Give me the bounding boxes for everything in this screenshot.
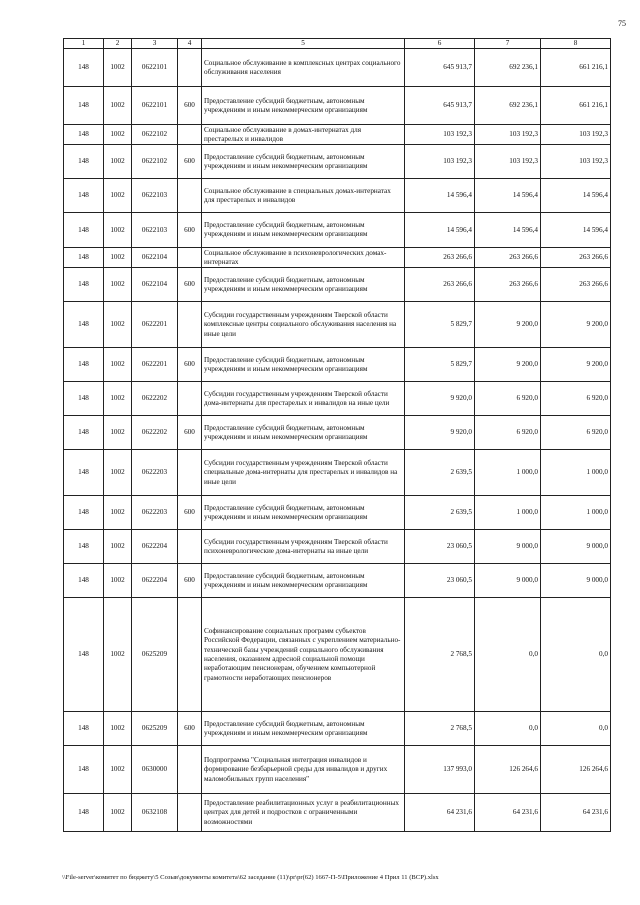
- table-row: [64, 416, 611, 450]
- column-header: 2: [104, 39, 132, 49]
- cell-amount-col7: 9 000,0: [475, 564, 541, 598]
- cell-department: 148: [64, 496, 104, 530]
- table-row: [64, 268, 611, 302]
- cell-amount-col7: 14 596,4: [475, 179, 541, 213]
- cell-description: Предоставление субсидий бюджетным, автономным учреждениям и иным некоммерческим организациям: [202, 87, 405, 125]
- cell-amount-col8: 661 216,1: [541, 87, 611, 125]
- cell-target-article: 0622204: [132, 530, 178, 564]
- cell-target-article: 0622201: [132, 302, 178, 348]
- cell-amount-col6: 263 266,6: [405, 248, 475, 268]
- cell-amount-col8: 0,0: [541, 712, 611, 746]
- cell-section: 1002: [104, 530, 132, 564]
- table-row: [64, 564, 611, 598]
- cell-expense-type: 600: [178, 348, 202, 382]
- cell-target-article: 0622101: [132, 49, 178, 87]
- cell-section: 1002: [104, 794, 132, 832]
- cell-description: Социальное обслуживание в психоневрологических домах-интернатах: [202, 248, 405, 268]
- cell-amount-col7: 263 266,6: [475, 248, 541, 268]
- cell-expense-type: [178, 794, 202, 832]
- cell-amount-col7: 0,0: [475, 598, 541, 712]
- cell-expense-type: 600: [178, 496, 202, 530]
- cell-amount-col7: 1 000,0: [475, 496, 541, 530]
- cell-amount-col7: 103 192,3: [475, 125, 541, 145]
- cell-description: Предоставление субсидий бюджетным, автономным учреждениям и иным некоммерческим организациям: [202, 712, 405, 746]
- table-row: [64, 302, 611, 348]
- cell-description: Социальное обслуживание в комплексных центрах социального обслуживания населения: [202, 49, 405, 87]
- cell-amount-col6: 103 192,3: [405, 125, 475, 145]
- cell-amount-col7: 103 192,3: [475, 145, 541, 179]
- cell-expense-type: 600: [178, 87, 202, 125]
- cell-description: Субсидии государственным учреждениям Тверской области дома-интернаты для престарелых и инвалидов на иные цели: [202, 382, 405, 416]
- cell-section: 1002: [104, 564, 132, 598]
- cell-description: Субсидии государственным учреждениям Тверской области специальные дома-интернаты для престарелых и инвалидов на иные цели: [202, 450, 405, 496]
- cell-amount-col7: 6 920,0: [475, 416, 541, 450]
- cell-target-article: 0622203: [132, 450, 178, 496]
- cell-description: Предоставление субсидий бюджетным, автономным учреждениям и иным некоммерческим организациям: [202, 564, 405, 598]
- column-header: 7: [475, 39, 541, 49]
- cell-expense-type: 600: [178, 213, 202, 248]
- column-header: 5: [202, 39, 405, 49]
- cell-section: 1002: [104, 382, 132, 416]
- cell-description: Предоставление реабилитационных услуг в реабилитационных центрах для детей и подростков с ограниченными возможностями: [202, 794, 405, 832]
- cell-amount-col6: 9 920,0: [405, 382, 475, 416]
- cell-department: 148: [64, 530, 104, 564]
- cell-amount-col6: 9 920,0: [405, 416, 475, 450]
- cell-section: 1002: [104, 746, 132, 794]
- cell-amount-col6: 2 768,5: [405, 598, 475, 712]
- cell-section: 1002: [104, 416, 132, 450]
- cell-section: 1002: [104, 496, 132, 530]
- table-row: [64, 87, 611, 125]
- cell-department: 148: [64, 416, 104, 450]
- cell-description: Предоставление субсидий бюджетным, автономным учреждениям и иным некоммерческим организациям: [202, 416, 405, 450]
- cell-description: Предоставление субсидий бюджетным, автономным учреждениям и иным некоммерческим организациям: [202, 145, 405, 179]
- cell-amount-col8: 263 266,6: [541, 268, 611, 302]
- table-row: [64, 145, 611, 179]
- cell-description: Социальное обслуживание в домах-интернатах для престарелых и инвалидов: [202, 125, 405, 145]
- cell-amount-col8: 0,0: [541, 598, 611, 712]
- cell-department: 148: [64, 125, 104, 145]
- cell-amount-col6: 103 192,3: [405, 145, 475, 179]
- cell-section: 1002: [104, 125, 132, 145]
- table-row: [64, 49, 611, 87]
- cell-target-article: 0630000: [132, 746, 178, 794]
- cell-section: 1002: [104, 712, 132, 746]
- cell-amount-col8: 6 920,0: [541, 416, 611, 450]
- cell-amount-col6: 64 231,6: [405, 794, 475, 832]
- cell-section: 1002: [104, 302, 132, 348]
- cell-amount-col8: 9 000,0: [541, 530, 611, 564]
- cell-amount-col6: 263 266,6: [405, 268, 475, 302]
- cell-department: 148: [64, 268, 104, 302]
- table-row: [64, 125, 611, 145]
- cell-department: 148: [64, 348, 104, 382]
- cell-department: 148: [64, 794, 104, 832]
- cell-amount-col8: 1 000,0: [541, 496, 611, 530]
- cell-target-article: 0622101: [132, 87, 178, 125]
- cell-amount-col6: 5 829,7: [405, 348, 475, 382]
- table-row: [64, 248, 611, 268]
- table-row: [64, 382, 611, 416]
- cell-description: Предоставление субсидий бюджетным, автономным учреждениям и иным некоммерческим организациям: [202, 348, 405, 382]
- cell-expense-type: [178, 598, 202, 712]
- cell-amount-col8: 64 231,6: [541, 794, 611, 832]
- cell-section: 1002: [104, 268, 132, 302]
- cell-expense-type: [178, 382, 202, 416]
- cell-amount-col6: 5 829,7: [405, 302, 475, 348]
- cell-target-article: 0622203: [132, 496, 178, 530]
- cell-department: 148: [64, 746, 104, 794]
- cell-department: 148: [64, 179, 104, 213]
- cell-target-article: 0625209: [132, 598, 178, 712]
- cell-amount-col6: 2 639,5: [405, 496, 475, 530]
- cell-description: Субсидии государственным учреждениям Тверской области комплексные центры социального обслуживания населения на иные цели: [202, 302, 405, 348]
- cell-amount-col6: 645 913,7: [405, 49, 475, 87]
- cell-description: Субсидии государственным учреждениям Тверской области психоневрологические дома-интернаты на иные цели: [202, 530, 405, 564]
- cell-amount-col6: 2 768,5: [405, 712, 475, 746]
- cell-target-article: 0622103: [132, 179, 178, 213]
- cell-target-article: 0622202: [132, 416, 178, 450]
- cell-target-article: 0622102: [132, 145, 178, 179]
- cell-amount-col8: 661 216,1: [541, 49, 611, 87]
- cell-amount-col7: 64 231,6: [475, 794, 541, 832]
- cell-description: Социальное обслуживание в специальных домах-интернатах для престарелых и инвалидов: [202, 179, 405, 213]
- cell-amount-col8: 126 264,6: [541, 746, 611, 794]
- cell-description: Подпрограмма "Социальная интеграция инвалидов и формирование безбарьерной среды для инвалидов и других маломобильных групп населения": [202, 746, 405, 794]
- cell-expense-type: [178, 179, 202, 213]
- cell-amount-col7: 14 596,4: [475, 213, 541, 248]
- cell-description: Софинансирование социальных программ субъектов Российской Федерации, связанных с укреплением материально-технической базы учреждений социального обслуживания населения, оказанием адресной социальной помощи неработающим пенсионерам, обучением компьютерной грамотности неработающих пенсионеров: [202, 598, 405, 712]
- cell-amount-col8: 9 000,0: [541, 564, 611, 598]
- table-row: [64, 179, 611, 213]
- cell-amount-col7: 126 264,6: [475, 746, 541, 794]
- table-row: [64, 450, 611, 496]
- cell-amount-col6: 14 596,4: [405, 213, 475, 248]
- cell-department: 148: [64, 87, 104, 125]
- table-row: [64, 746, 611, 794]
- cell-target-article: 0622104: [132, 248, 178, 268]
- table-body: [64, 49, 611, 832]
- cell-amount-col7: 6 920,0: [475, 382, 541, 416]
- cell-expense-type: [178, 530, 202, 564]
- cell-expense-type: 600: [178, 712, 202, 746]
- cell-section: 1002: [104, 213, 132, 248]
- column-header: 4: [178, 39, 202, 49]
- table-row: [64, 794, 611, 832]
- cell-department: 148: [64, 598, 104, 712]
- cell-section: 1002: [104, 248, 132, 268]
- cell-target-article: 0622204: [132, 564, 178, 598]
- cell-expense-type: [178, 450, 202, 496]
- cell-section: 1002: [104, 49, 132, 87]
- cell-target-article: 0632108: [132, 794, 178, 832]
- cell-amount-col7: 0,0: [475, 712, 541, 746]
- cell-department: 148: [64, 382, 104, 416]
- header-row: [64, 39, 611, 49]
- cell-amount-col8: 9 200,0: [541, 302, 611, 348]
- table-row: [64, 530, 611, 564]
- cell-amount-col6: 23 060,5: [405, 564, 475, 598]
- cell-amount-col8: 263 266,6: [541, 248, 611, 268]
- cell-section: 1002: [104, 87, 132, 125]
- cell-expense-type: 600: [178, 268, 202, 302]
- column-header: 3: [132, 39, 178, 49]
- cell-amount-col8: 6 920,0: [541, 382, 611, 416]
- cell-target-article: 0622202: [132, 382, 178, 416]
- cell-target-article: 0622201: [132, 348, 178, 382]
- cell-department: 148: [64, 564, 104, 598]
- cell-expense-type: 600: [178, 564, 202, 598]
- page-number: 75: [618, 19, 626, 28]
- cell-target-article: 0622102: [132, 125, 178, 145]
- cell-section: 1002: [104, 598, 132, 712]
- cell-expense-type: [178, 302, 202, 348]
- table-row: [64, 598, 611, 712]
- cell-amount-col6: 23 060,5: [405, 530, 475, 564]
- cell-amount-col7: 692 236,1: [475, 87, 541, 125]
- cell-department: 148: [64, 302, 104, 348]
- column-header: 6: [405, 39, 475, 49]
- table-row: [64, 712, 611, 746]
- cell-target-article: 0622104: [132, 268, 178, 302]
- cell-description: Предоставление субсидий бюджетным, автономным учреждениям и иным некоммерческим организациям: [202, 213, 405, 248]
- cell-amount-col8: 103 192,3: [541, 145, 611, 179]
- cell-department: 148: [64, 213, 104, 248]
- cell-department: 148: [64, 450, 104, 496]
- cell-amount-col6: 14 596,4: [405, 179, 475, 213]
- table-row: [64, 213, 611, 248]
- cell-department: 148: [64, 49, 104, 87]
- cell-section: 1002: [104, 348, 132, 382]
- cell-amount-col7: 692 236,1: [475, 49, 541, 87]
- cell-expense-type: 600: [178, 416, 202, 450]
- budget-table: [63, 38, 611, 832]
- table-row: [64, 496, 611, 530]
- cell-expense-type: [178, 746, 202, 794]
- file-path-footer: \\File-server\комитет по бюджету\5 Созыв\документы комитета\62 заседание (11)\pr\pr(62) 1667-П-5\Приложение 4 Прил 11 (ВСР).xlsx: [62, 874, 439, 881]
- cell-amount-col7: 1 000,0: [475, 450, 541, 496]
- cell-amount-col7: 9 200,0: [475, 302, 541, 348]
- cell-description: Предоставление субсидий бюджетным, автономным учреждениям и иным некоммерческим организациям: [202, 268, 405, 302]
- cell-section: 1002: [104, 145, 132, 179]
- table-row: [64, 348, 611, 382]
- cell-section: 1002: [104, 450, 132, 496]
- cell-amount-col8: 9 200,0: [541, 348, 611, 382]
- cell-amount-col7: 9 000,0: [475, 530, 541, 564]
- cell-department: 148: [64, 145, 104, 179]
- cell-description: Предоставление субсидий бюджетным, автономным учреждениям и иным некоммерческим организациям: [202, 496, 405, 530]
- cell-expense-type: [178, 49, 202, 87]
- cell-target-article: 0625209: [132, 712, 178, 746]
- cell-expense-type: [178, 125, 202, 145]
- cell-amount-col6: 645 913,7: [405, 87, 475, 125]
- cell-amount-col7: 263 266,6: [475, 268, 541, 302]
- column-header: 1: [64, 39, 104, 49]
- cell-amount-col6: 137 993,0: [405, 746, 475, 794]
- cell-amount-col8: 1 000,0: [541, 450, 611, 496]
- cell-section: 1002: [104, 179, 132, 213]
- cell-department: 148: [64, 712, 104, 746]
- cell-amount-col8: 14 596,4: [541, 213, 611, 248]
- cell-expense-type: [178, 248, 202, 268]
- cell-amount-col8: 14 596,4: [541, 179, 611, 213]
- column-header: 8: [541, 39, 611, 49]
- cell-target-article: 0622103: [132, 213, 178, 248]
- cell-amount-col7: 9 200,0: [475, 348, 541, 382]
- cell-department: 148: [64, 248, 104, 268]
- cell-amount-col8: 103 192,3: [541, 125, 611, 145]
- cell-expense-type: 600: [178, 145, 202, 179]
- cell-amount-col6: 2 639,5: [405, 450, 475, 496]
